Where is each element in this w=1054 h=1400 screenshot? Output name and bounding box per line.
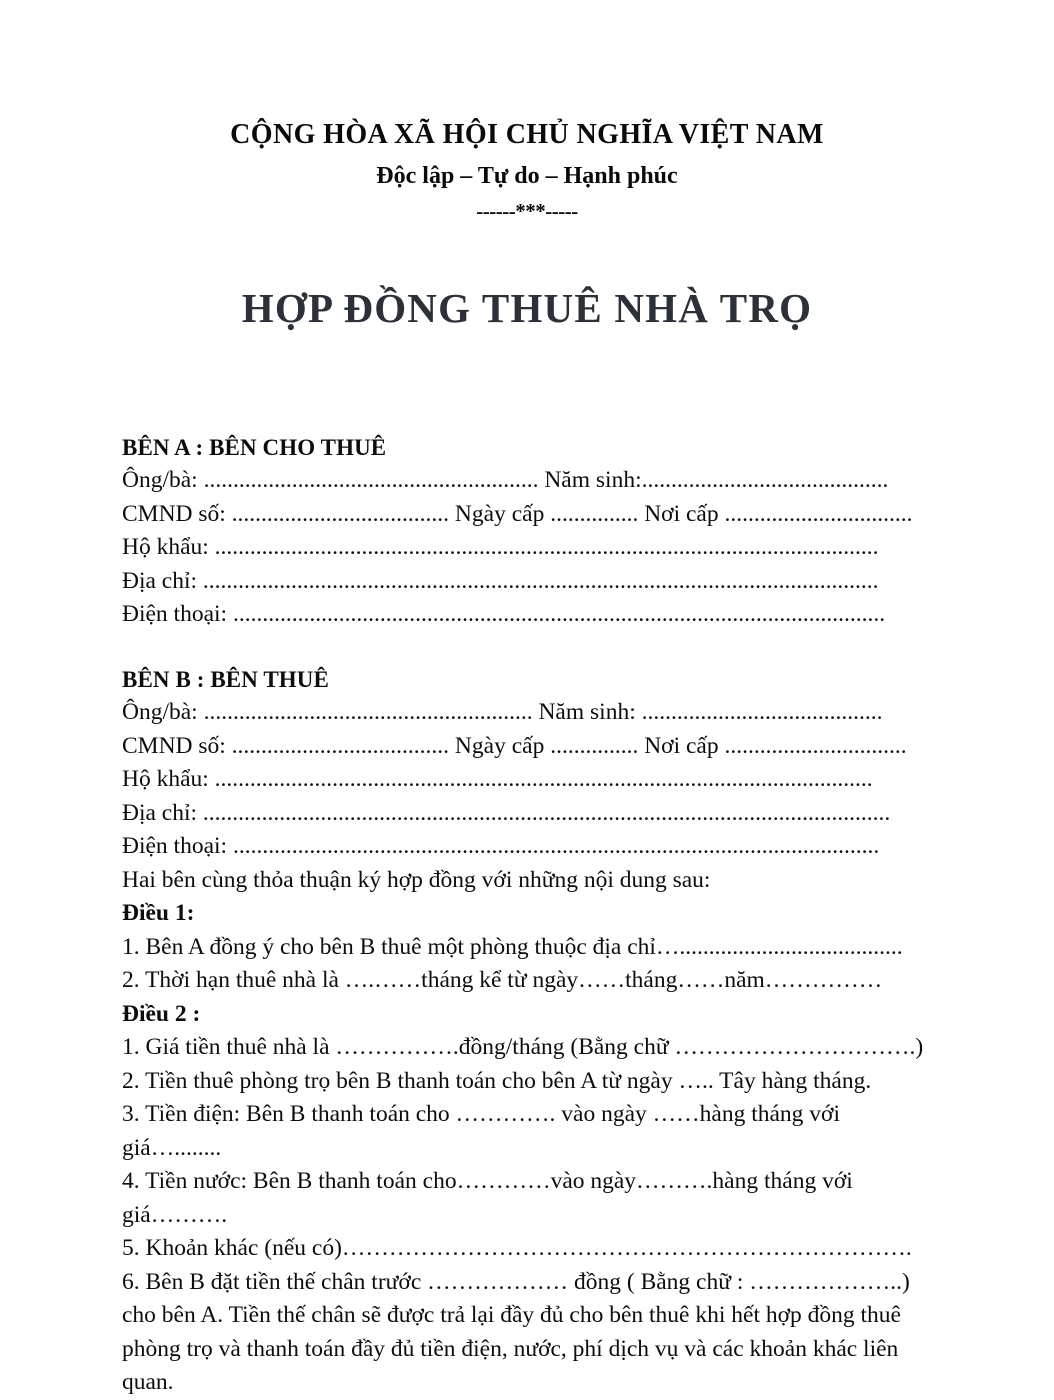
national-heading-block bbox=[122, 0, 932, 226]
party-a-field-name: Ông/bà: ......................................................... Năm sinh:.......................................... bbox=[122, 467, 889, 494]
party-a-field-phone: Điện thoại: ............................................................................................................... bbox=[122, 601, 886, 628]
party-b-field-id-card: CMND số: ..................................... Ngày cấp ............... Nơi cấp ............................... bbox=[122, 732, 907, 759]
article-2-heading: Điều 2 : bbox=[122, 1000, 201, 1027]
agreement-intro-line: Hai bên cùng thỏa thuận ký hợp đồng với những nội dung sau: bbox=[122, 866, 711, 893]
article-2-clause-2: 2. Tiền thuê phòng trọ bên B thanh toán cho bên A từ ngày ….. Tây hàng tháng. bbox=[122, 1067, 872, 1094]
document-title: HỢP ĐỒNG THUÊ NHÀ TRỌ bbox=[241, 284, 813, 331]
party-b-field-phone: Điện thoại: .............................................................................................................. bbox=[122, 833, 880, 860]
article-2-clause-3: 3. Tiền điện: Bên B thanh toán cho …………. vào ngày ……hàng tháng với giá…........ bbox=[122, 1101, 841, 1161]
article-1-clause-1: 1. Bên A đồng ý cho bên B thuê một phòng thuộc địa chỉ…...................................... bbox=[122, 933, 903, 960]
article-1-clause-2: 2. Thời hạn thuê nhà là ….……tháng kể từ ngày……tháng……năm…………… bbox=[122, 967, 883, 994]
national-motto-line: Độc lập – Tự do – Hạnh phúc bbox=[376, 163, 678, 190]
party-a-field-household: Hộ khẩu: ................................................................................................................. bbox=[122, 534, 879, 561]
article-2-clause-5: 5. Khoản khác (nếu có)………………………………………………………………. bbox=[122, 1235, 912, 1262]
party-a-heading: BÊN A : BÊN CHO THUÊ bbox=[122, 434, 387, 460]
party-b-field-address: Địa chỉ: ..................................................................................................................... bbox=[122, 799, 891, 826]
party-b-field-household: Hộ khẩu: ................................................................................................................ bbox=[122, 766, 873, 793]
asterisk-divider: ------***----- bbox=[476, 199, 578, 224]
section-spacer bbox=[122, 632, 932, 663]
contract-body bbox=[122, 431, 932, 1400]
article-2-clause-1: 1. Giá tiền thuê nhà là …………….đồng/tháng (Bằng chữ ………………………….) bbox=[122, 1034, 924, 1061]
party-b-heading: BÊN B : BÊN THUÊ bbox=[122, 666, 329, 692]
article-2-clause-4: 4. Tiền nước: Bên B thanh toán cho…………vào ngày……….hàng tháng với giá………. bbox=[122, 1168, 853, 1228]
article-2-deposit-paragraph: cho bên A. Tiền thế chân sẽ được trả lại đầy đủ cho bên thuê khi hết hợp đồng thuê phòng trọ và thanh toán đầy đủ tiền điện, nước, phí dịch vụ và các khoản khác liên quan. bbox=[122, 1302, 901, 1396]
country-name-line: CỘNG HÒA XÃ HỘI CHỦ NGHĨA VIỆT NAM bbox=[230, 119, 824, 150]
party-a-field-id-card: CMND số: ..................................... Ngày cấp ............... Nơi cấp ................................ bbox=[122, 500, 913, 527]
article-1-heading: Điều 1: bbox=[122, 900, 195, 927]
party-b-field-name: Ông/bà: ........................................................ Năm sinh: ......................................... bbox=[122, 699, 883, 726]
party-a-field-address: Địa chỉ: ................................................................................................................... bbox=[122, 567, 879, 594]
article-2-clause-6: 6. Bên B đặt tiền thế chân trước ……………… đồng ( Bằng chữ : ………………..) bbox=[122, 1268, 910, 1295]
